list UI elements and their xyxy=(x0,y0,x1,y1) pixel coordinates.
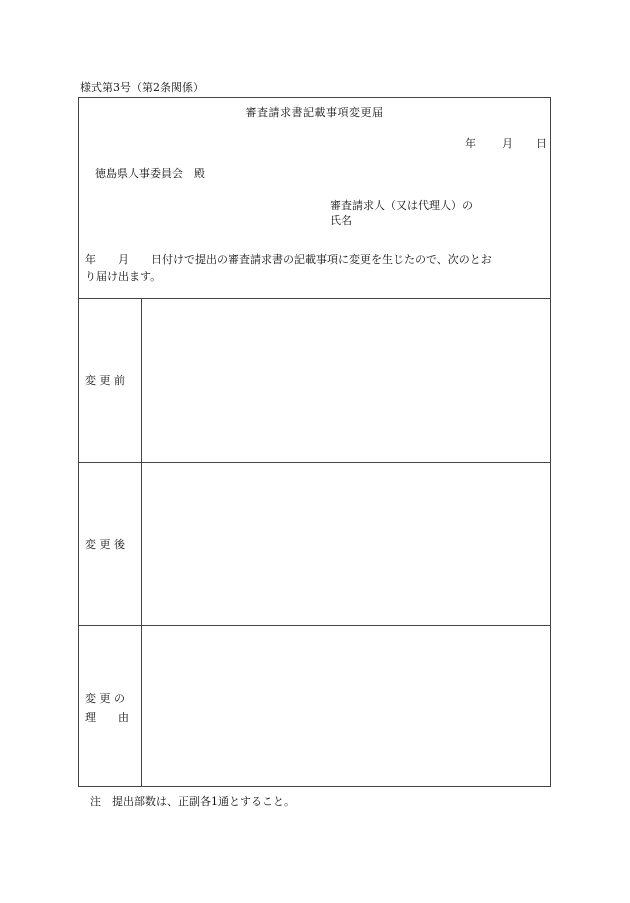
date-day-label: 日 xyxy=(536,137,547,150)
body-text-line-1: 年 月 日付けで提出の審査請求書の記載事項に変更を生じたので、次のとお xyxy=(85,253,492,266)
row-label-reason-line-1: 変 更 の xyxy=(85,692,125,705)
footnote: 注 提出部数は、正副各1通とすること。 xyxy=(90,795,295,808)
divider-header xyxy=(78,298,551,299)
requester-name-label: 氏名 xyxy=(330,214,352,227)
form-title: 審査請求書記載事項変更届 xyxy=(245,106,384,119)
form-number: 様式第3号（第2条関係） xyxy=(80,81,204,94)
label-column-divider xyxy=(141,298,142,787)
date-year-label: 年 xyxy=(465,137,476,150)
divider-before xyxy=(78,462,551,463)
row-label-after: 変 更 後 xyxy=(85,538,125,551)
row-label-reason-line-2: 理 由 xyxy=(85,711,129,724)
addressee: 徳島県人事委員会 殿 xyxy=(95,167,205,180)
row-label-before: 変 更 前 xyxy=(85,374,125,387)
divider-after xyxy=(78,625,551,626)
date-month-label: 月 xyxy=(502,137,513,150)
body-text-line-2: り届け出ます。 xyxy=(85,270,162,283)
requester-label: 審査請求人（又は代理人）の xyxy=(330,199,473,212)
form-frame xyxy=(78,97,551,787)
